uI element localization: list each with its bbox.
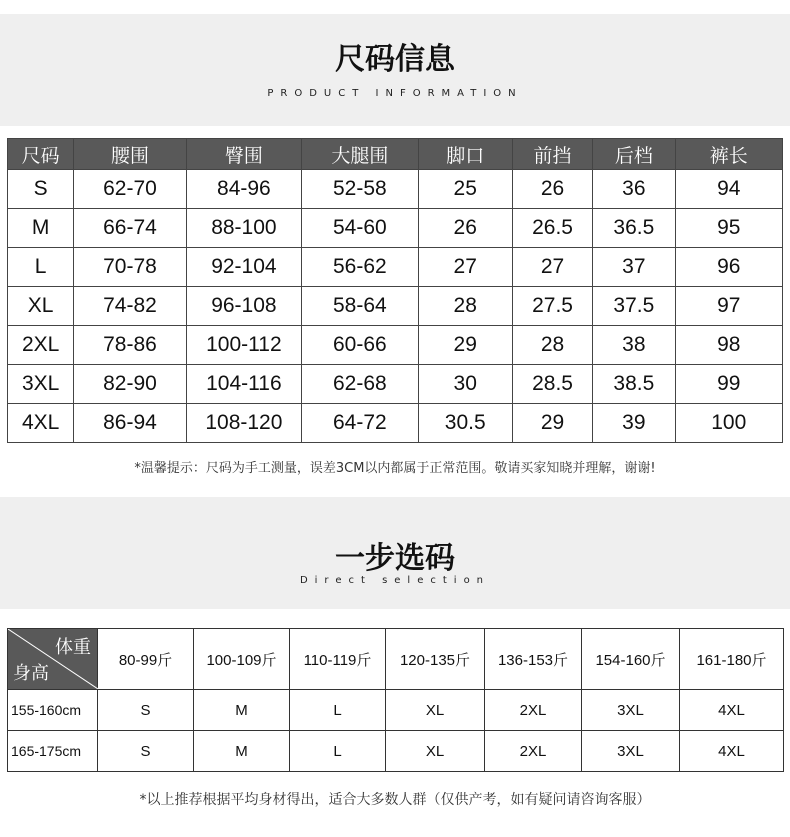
- weight-axis-label: 体重: [55, 637, 91, 658]
- table-cell: 37.5: [593, 287, 675, 326]
- table-cell: 82-90: [74, 365, 186, 404]
- table-cell: 28.5: [512, 365, 592, 404]
- weight-header-row: [8, 629, 784, 690]
- table-cell: 62-68: [302, 365, 418, 404]
- weight-range-header: 120-135斤: [386, 629, 485, 690]
- section-title-quick-size: 一步选码: [335, 541, 455, 576]
- column-header: 后档: [593, 139, 675, 170]
- table-cell: 58-64: [302, 287, 418, 326]
- size-cell: L: [290, 731, 386, 772]
- weight-range-header: 100-109斤: [194, 629, 290, 690]
- table-cell: 88-100: [186, 209, 301, 248]
- size-recommendation-table: [7, 628, 784, 772]
- table-cell: 92-104: [186, 248, 301, 287]
- table-row: [8, 365, 783, 404]
- table-cell: 54-60: [302, 209, 418, 248]
- table-cell: 52-58: [302, 170, 418, 209]
- table-cell: XL: [8, 287, 74, 326]
- section-subtitle-direct-selection: Direct selection: [299, 575, 491, 586]
- table-cell: 3XL: [8, 365, 74, 404]
- table-cell: 99: [675, 365, 782, 404]
- table-cell: 60-66: [302, 326, 418, 365]
- section-title-size-info: 尺码信息: [335, 42, 455, 77]
- table-row: [8, 326, 783, 365]
- table-cell: L: [8, 248, 74, 287]
- table-cell: 97: [675, 287, 782, 326]
- table-cell: 84-96: [186, 170, 301, 209]
- table-cell: 96: [675, 248, 782, 287]
- weight-range-header: 154-160斤: [582, 629, 680, 690]
- table-cell: 104-116: [186, 365, 301, 404]
- weight-range-header: 136-153斤: [485, 629, 582, 690]
- table-cell: 37: [593, 248, 675, 287]
- size-cell: 3XL: [582, 731, 680, 772]
- table-row: [8, 731, 784, 772]
- table-cell: 56-62: [302, 248, 418, 287]
- column-header: 臀围: [186, 139, 301, 170]
- table-cell: 2XL: [8, 326, 74, 365]
- size-cell: XL: [386, 731, 485, 772]
- table-cell: S: [8, 170, 74, 209]
- table-cell: 29: [512, 404, 592, 443]
- table-cell: 70-78: [74, 248, 186, 287]
- height-axis-label: 身高: [13, 663, 49, 684]
- weight-range-header: 110-119斤: [290, 629, 386, 690]
- table-cell: 36.5: [593, 209, 675, 248]
- size-cell: XL: [386, 690, 485, 731]
- column-header: 脚口: [418, 139, 512, 170]
- height-weight-corner-cell: [8, 629, 98, 690]
- size-cell: 3XL: [582, 690, 680, 731]
- size-cell: 2XL: [485, 731, 582, 772]
- table-cell: 27: [418, 248, 512, 287]
- table-row: [8, 690, 784, 731]
- table-cell: 27: [512, 248, 592, 287]
- size-cell: S: [98, 690, 194, 731]
- size-measurement-table: [7, 138, 783, 443]
- table-row: [8, 404, 783, 443]
- table-cell: 100: [675, 404, 782, 443]
- weight-range-header: 80-99斤: [98, 629, 194, 690]
- table-cell: 86-94: [74, 404, 186, 443]
- size-cell: M: [194, 731, 290, 772]
- size-cell: L: [290, 690, 386, 731]
- weight-range-header: 161-180斤: [680, 629, 784, 690]
- column-header: 大腿围: [302, 139, 418, 170]
- table-cell: 74-82: [74, 287, 186, 326]
- table-row: [8, 287, 783, 326]
- height-range-cell: 165-175cm: [8, 731, 98, 772]
- size-cell: S: [98, 731, 194, 772]
- size-cell: 4XL: [680, 690, 784, 731]
- column-header: 裤长: [675, 139, 782, 170]
- table-cell: 95: [675, 209, 782, 248]
- column-header: 尺码: [8, 139, 74, 170]
- size-cell: 4XL: [680, 731, 784, 772]
- table-cell: 96-108: [186, 287, 301, 326]
- table-cell: 25: [418, 170, 512, 209]
- table-cell: 30: [418, 365, 512, 404]
- size-cell: M: [194, 690, 290, 731]
- column-header: 前挡: [512, 139, 592, 170]
- table-row: [8, 248, 783, 287]
- column-header: 腰围: [74, 139, 186, 170]
- table-cell: 28: [512, 326, 592, 365]
- table-cell: 38.5: [593, 365, 675, 404]
- recommendation-note: *以上推荐根据平均身材得出，适合大多数人群（仅供产考，如有疑问请咨询客服）: [139, 792, 651, 808]
- table-cell: 36: [593, 170, 675, 209]
- size-table-header-row: [8, 139, 783, 170]
- table-cell: 26: [418, 209, 512, 248]
- table-cell: 26: [512, 170, 592, 209]
- table-cell: 26.5: [512, 209, 592, 248]
- measurement-note: *温馨提示：尺码为手工测量，误差3CM以内都属于正常范围。敬请买家知晓并理解，谢谢!: [134, 461, 656, 476]
- table-cell: 98: [675, 326, 782, 365]
- table-cell: 108-120: [186, 404, 301, 443]
- table-cell: 30.5: [418, 404, 512, 443]
- table-cell: 100-112: [186, 326, 301, 365]
- table-cell: 27.5: [512, 287, 592, 326]
- size-cell: 2XL: [485, 690, 582, 731]
- table-row: [8, 209, 783, 248]
- section-subtitle-product-information: PRODUCT INFORMATION: [267, 88, 523, 99]
- table-cell: 28: [418, 287, 512, 326]
- table-cell: 39: [593, 404, 675, 443]
- table-cell: M: [8, 209, 74, 248]
- table-cell: 66-74: [74, 209, 186, 248]
- table-row: [8, 170, 783, 209]
- height-range-cell: 155-160cm: [8, 690, 98, 731]
- table-cell: 29: [418, 326, 512, 365]
- table-cell: 38: [593, 326, 675, 365]
- table-cell: 62-70: [74, 170, 186, 209]
- table-cell: 64-72: [302, 404, 418, 443]
- table-cell: 78-86: [74, 326, 186, 365]
- table-cell: 94: [675, 170, 782, 209]
- table-cell: 4XL: [8, 404, 74, 443]
